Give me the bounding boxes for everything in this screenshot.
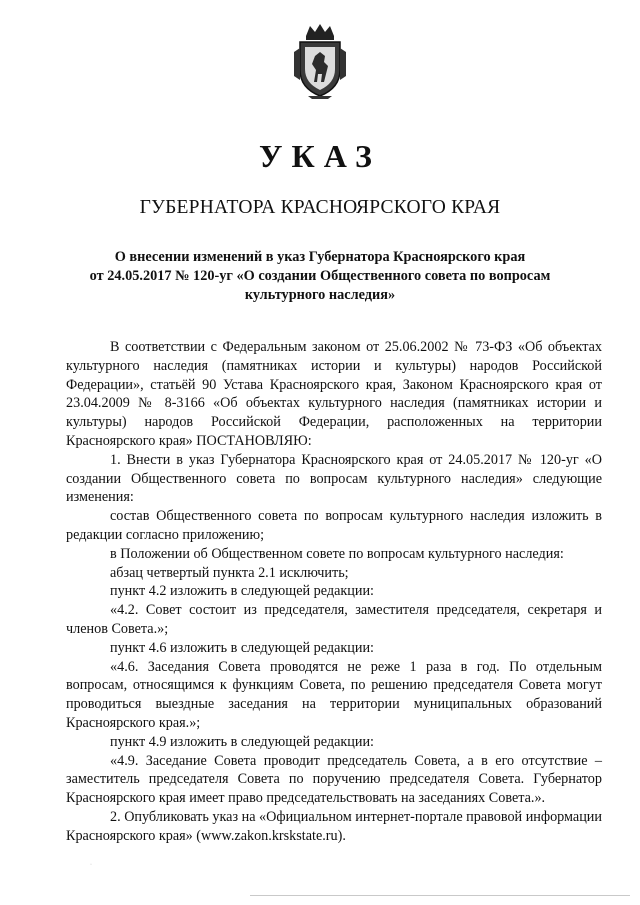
amendment-paragraph: пункт 4.6 изложить в следующей редакции:	[110, 639, 374, 656]
scan-mark: ·	[90, 862, 92, 868]
document-heading	[70, 248, 570, 305]
document-title: УКАЗ	[259, 138, 381, 174]
quoted-clause-paragraph: «4.2. Совет состоит из председателя, заместителя председателя, секретаря и членов Совета.»;	[66, 602, 602, 637]
document-body	[66, 338, 602, 846]
amendment-paragraph: пункт 4.2 изложить в следующей редакции:	[110, 583, 374, 600]
scan-line	[250, 895, 630, 896]
quoted-clause-paragraph: «4.6. Заседания Совета проводятся не реже 1 раза в год. По отдельным вопросам, относящимся к функциям Совета, по решению председателя Совета могут проводиться выездные заседания на территории муниципальных образований Красноярского края.»;	[66, 658, 602, 731]
document-issuer: ГУБЕРНАТОРА КРАСНОЯРСКОГО КРАЯ	[139, 197, 501, 218]
item-1-paragraph: 1. Внести в указ Губернатора Красноярского края от 24.05.2017 № 120-уг «О создании Общественного совета по вопросам культурного наследия» следующие изменения:	[66, 451, 602, 506]
item-2-paragraph: 2. Опубликовать указ на «Официальном интернет-портале правовой информации Красноярского края» (www.zakon.krskstate.ru).	[66, 808, 602, 844]
heading-line: О внесении изменений в указ Губернатора Красноярского края	[114, 249, 526, 265]
heading-line: культурного наследия»	[244, 287, 396, 303]
coat-of-arms-emblem	[288, 22, 352, 100]
amendment-paragraph: пункт 4.9 изложить в следующей редакции:	[110, 733, 374, 750]
amendment-paragraph: абзац четвертый пункта 2.1 исключить;	[110, 564, 349, 581]
preamble-paragraph: В соответствии с Федеральным законом от 25.06.2002 № 73-ФЗ «Об объектах культурного наследия (памятниках истории и культуры) народов Российской Федерации», статьёй 90 Устава Красноярского края, Законом Красноярского края от 23.04.2009 № 8-3166 «Об объектах культурного наследия (памятниках истории и культуры) народов Российской Федерации, расположенных на территории Красноярского края» ПОСТАНОВЛЯЮ:	[66, 339, 602, 449]
regulation-paragraph: в Положении об Общественном совете по вопросам культурного наследия:	[110, 545, 564, 562]
composition-paragraph: состав Общественного совета по вопросам культурного наследия изложить в редакции согласно приложению;	[66, 508, 602, 543]
quoted-clause-paragraph: «4.9. Заседание Совета проводит председатель Совета, а в его отсутствие – заместитель председателя Совета по поручению председателя Совета. Губернатор Красноярского края имеет право председательствовать на заседаниях Совета.».	[66, 752, 602, 807]
heading-line: от 24.05.2017 № 120-уг «О создании Общественного совета по вопросам	[89, 268, 551, 284]
